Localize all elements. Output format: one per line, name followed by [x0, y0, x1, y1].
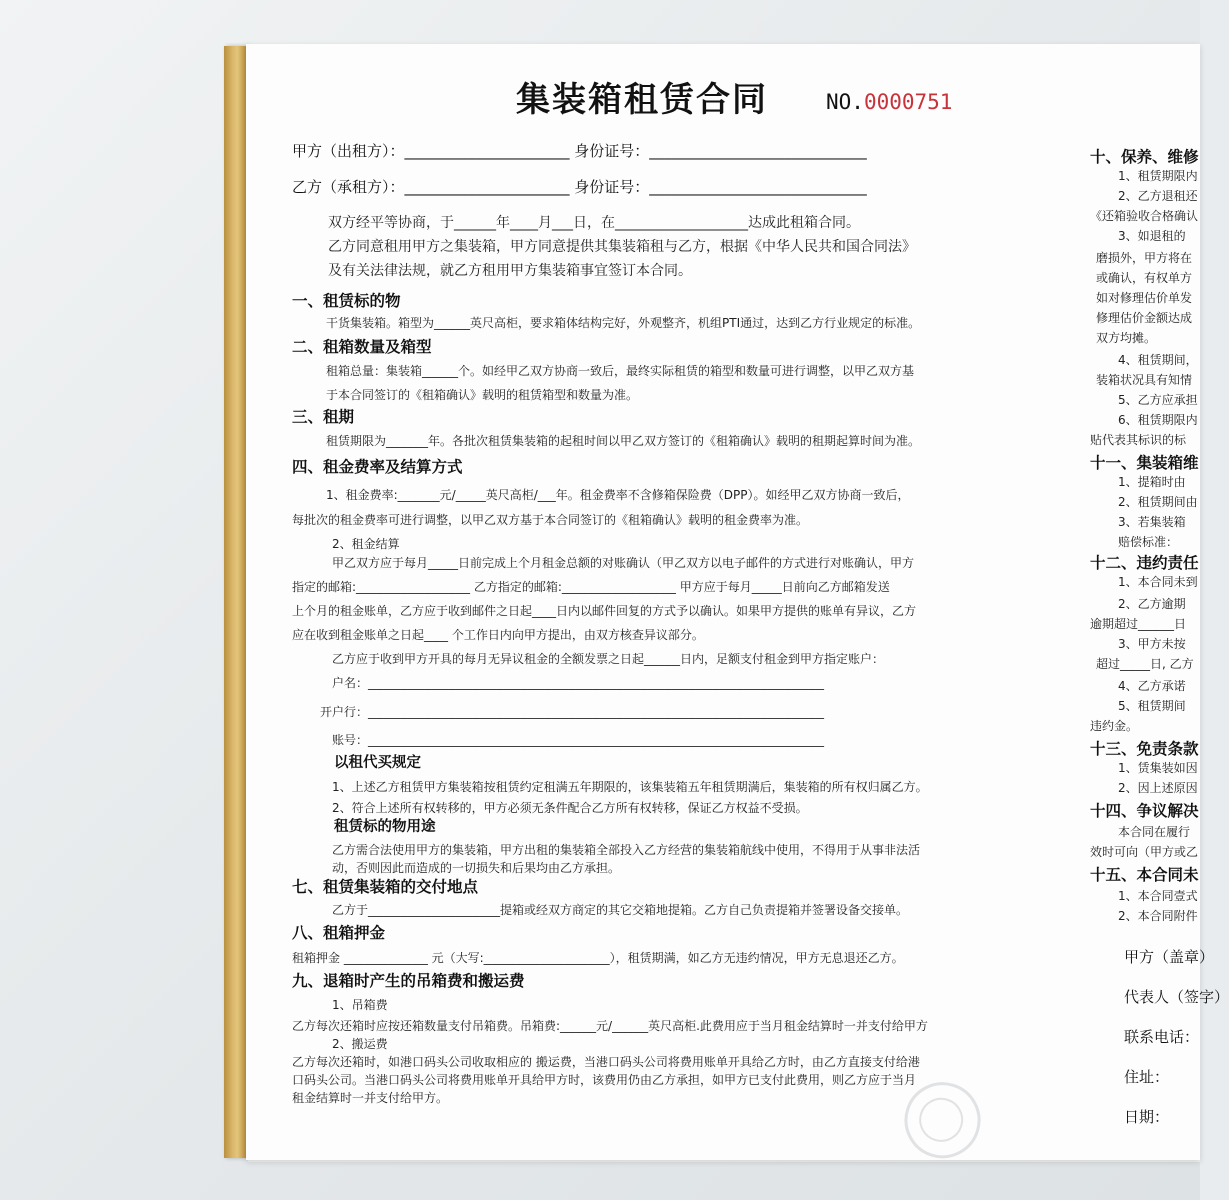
section-4-text-4: 指定的邮箱:___________________ 乙方指定的邮箱:___________________ 甲方应于每月_____日前向乙方邮箱发送	[292, 580, 890, 594]
right-column-line: 磨损外，甲方将在	[1096, 251, 1193, 265]
section-4-text-5: 上个月的租金账单，乙方应于收到邮件之日起____日内以邮件回复的方式予以确认。如果甲方提供的账单有异议，乙方	[292, 604, 917, 618]
account-bank-line: 开户行：____________________________________________________________________________	[320, 705, 825, 719]
right-column-line: 十五、本合同未	[1090, 866, 1199, 884]
right-column-line: 修理估价金额达成	[1096, 311, 1193, 325]
intro-line-3: 及有关法律法规，就乙方租用甲方集装箱事宜签订本合同。	[328, 263, 692, 279]
right-column-line: 效时可向（甲方或乙	[1090, 845, 1199, 859]
right-column-line: 4、租赁期间，	[1118, 353, 1198, 367]
section-3-text: 租赁期限为_______年。各批次租赁集装箱的起租时间以甲乙双方签订的《租箱确认》载明的租期起算时间为准。	[326, 434, 921, 448]
right-column-line: 十、保养、维修	[1090, 148, 1199, 166]
right-column-line: 1、赁集装如因	[1118, 761, 1198, 775]
right-column-line: 5、乙方应承担	[1118, 393, 1198, 407]
account-name-line: 户名：____________________________________________________________________________	[332, 676, 825, 690]
contract-title: 集装箱租赁合同	[516, 80, 768, 120]
section-4-heading: 四、租金费率及结算方式	[292, 458, 463, 476]
party-a-line: 甲方（出租方）：______________________ 身份证号：_____________________________	[292, 142, 867, 160]
section-6-text-2: 动，否则因此而造成的一切损失和后果均由乙方承担。	[332, 861, 621, 875]
right-column-line: 代表人（签字）	[1124, 988, 1229, 1006]
right-column-line: 2、乙方退租还	[1118, 189, 1198, 203]
section-1-heading: 一、租赁标的物	[292, 292, 401, 310]
section-9-text-3: 口码头公司。当港口码头公司将费用账单开具给甲方时，该费用仍由乙方承担，如甲方已支付此费用，则乙方应于当月	[292, 1073, 917, 1087]
right-column-clipped	[1090, 44, 1229, 1160]
section-7-heading: 七、租赁集装箱的交付地点	[292, 878, 479, 896]
right-column-line: 或确认，有权单方	[1096, 271, 1193, 285]
section-4-subheading: 2、租金结算	[332, 537, 400, 551]
right-column-line: 2、本合同附件	[1118, 909, 1198, 923]
section-6-text-1: 乙方需合法使用甲方的集装箱，甲方出租的集装箱全部投入乙方经营的集装箱航线中使用，不得用于从事非法活	[332, 843, 921, 857]
section-8-heading: 八、租箱押金	[292, 924, 386, 942]
serial-number	[826, 90, 952, 114]
right-column-line: 1、提箱时由	[1118, 475, 1186, 489]
section-4-text-7: 乙方应于收到甲方开具的每月无异议租金的全额发票之日起______日内，足额支付租金到甲方指定账户：	[332, 652, 885, 666]
right-column-line: 1、本合同壹式	[1118, 889, 1198, 903]
section-6-heading: 租赁标的物用途	[334, 819, 436, 835]
right-column-line: 装箱状况具有知情	[1096, 373, 1193, 387]
section-9-subheading-1: 1、吊箱费	[332, 998, 388, 1012]
section-1-text: 干货集装箱。箱型为______英尺高柜，要求箱体结构完好，外观整齐，机组PTI通过，达到乙方行业规定的标准。	[326, 316, 921, 330]
section-4-text-6: 应在收到租金账单之日起____ 个工作日内向甲方提出，由双方核查异议部分。	[292, 628, 704, 642]
right-column-line: 违约金。	[1090, 719, 1139, 733]
right-column-line: 联系电话：	[1124, 1028, 1200, 1046]
right-column-line: 超过_____日, 乙方	[1096, 657, 1194, 671]
right-column-line: 2、因上述原因	[1118, 781, 1198, 795]
right-column-line: 6、租赁期限内	[1118, 413, 1198, 427]
section-9-text-4: 租金结算时一并支付给甲方。	[292, 1091, 449, 1105]
right-column-line: 《还箱验收合格确认	[1090, 209, 1199, 223]
right-column-line: 1、租赁期限内	[1118, 169, 1198, 183]
right-column-line: 双方均摊。	[1096, 331, 1157, 345]
right-column-line: 住址：	[1124, 1068, 1170, 1086]
section-5-text-2: 2、符合上述所有权转移的，甲方必须无条件配合乙方所有权转移，保证乙方权益不受损。	[332, 801, 808, 815]
section-4-text-2: 每批次的租金费率可进行调整，以甲乙双方基于本合同签订的《租箱确认》载明的租金费率为准。	[292, 513, 809, 527]
section-3-heading: 三、租期	[292, 408, 355, 426]
section-9-text-1: 乙方每次还箱时应按还箱数量支付吊箱费。吊箱费:______元/______英尺高柜.此费用应于当月租金结算时一并支付给甲方	[292, 1019, 928, 1033]
right-column-line: 3、若集装箱	[1118, 515, 1186, 529]
right-column-line: 十二、违约责任	[1090, 554, 1199, 572]
right-column-line: 十三、免责条款	[1090, 740, 1199, 758]
section-4-text-1: 1、租金费率:_______元/_____英尺高柜/___年。租金费率不含修箱保险费（DPP）。如经甲乙双方协商一致后，	[326, 488, 910, 502]
intro-line-2: 乙方同意租用甲方之集装箱，甲方同意提供其集装箱租与乙方，根据《中华人民共和国合同法》	[328, 239, 916, 255]
right-column-line: 3、如退租的	[1118, 229, 1186, 243]
section-2-text-2: 于本合同签订的《租箱确认》载明的租赁箱型和数量为准。	[326, 388, 639, 402]
account-number-line: 账号：____________________________________________________________________________	[332, 733, 825, 747]
right-column-line: 逾期超过______日	[1090, 617, 1187, 631]
right-column-line: 甲方（盖章）	[1124, 948, 1215, 966]
intro-line-1: 双方经平等协商，于______年____月___日，在___________________达成此租箱合同。	[328, 215, 860, 231]
section-4-text-3: 甲乙双方应于每月_____日前完成上个月租金总额的对账确认（甲乙双方以电子邮件的方式进行对账确认，甲方	[332, 556, 915, 570]
serial-prefix: NO.	[826, 90, 864, 114]
right-column-line: 十一、集装箱维	[1090, 454, 1199, 472]
right-column-line: 4、乙方承诺	[1118, 679, 1186, 693]
section-5-heading: 以租代买规定	[334, 755, 421, 771]
section-9-heading: 九、退箱时产生的吊箱费和搬运费	[292, 972, 525, 990]
section-8-text: 租箱押金 ______________ 元（大写:_____________________），租赁期满，如乙方无违约情况，甲方无息退还乙方。	[292, 951, 904, 965]
section-5-text-1: 1、上述乙方租赁甲方集装箱按租赁约定租满五年期限的，该集装箱五年租赁期满后，集装箱的所有权归属乙方。	[332, 780, 928, 794]
section-9-subheading-2: 2、搬运费	[332, 1037, 388, 1051]
section-2-text-1: 租箱总量：集装箱______个。如经甲乙双方协商一致后，最终实际租赁的箱型和数量可进行调整，以甲乙双方基	[326, 364, 915, 378]
binding-spine	[224, 46, 248, 1158]
right-column-line: 如对修理估价单发	[1096, 291, 1193, 305]
right-column-line: 贴代表其标识的标	[1090, 433, 1187, 447]
section-7-text: 乙方于______________________提箱或经双方商定的其它交箱地提箱。乙方自己负责提箱并签署设备交接单。	[332, 903, 909, 917]
contract-sheet	[246, 44, 1229, 1160]
right-column-line: 2、乙方逾期	[1118, 597, 1186, 611]
right-column-line: 本合同在履行	[1118, 825, 1191, 839]
right-column-line: 5、租赁期间	[1118, 699, 1186, 713]
right-column-line: 十四、争议解决	[1090, 802, 1199, 820]
right-column-line: 3、甲方未按	[1118, 637, 1186, 651]
section-9-text-2: 乙方每次还箱时，如港口码头公司收取相应的 搬运费，当港口码头公司将费用账单开具给乙方时，由乙方直接支付给港	[292, 1055, 920, 1069]
right-column-line: 赔偿标准：	[1118, 535, 1179, 549]
right-column-line: 日期：	[1124, 1108, 1170, 1126]
section-2-heading: 二、租箱数量及箱型	[292, 338, 432, 356]
party-b-line: 乙方（承租方）：______________________ 身份证号：_____________________________	[292, 178, 867, 196]
right-column-line: 1、本合同未到	[1118, 575, 1198, 589]
right-column-line: 2、租赁期间由	[1118, 495, 1198, 509]
serial-digits: 0000751	[863, 90, 953, 114]
